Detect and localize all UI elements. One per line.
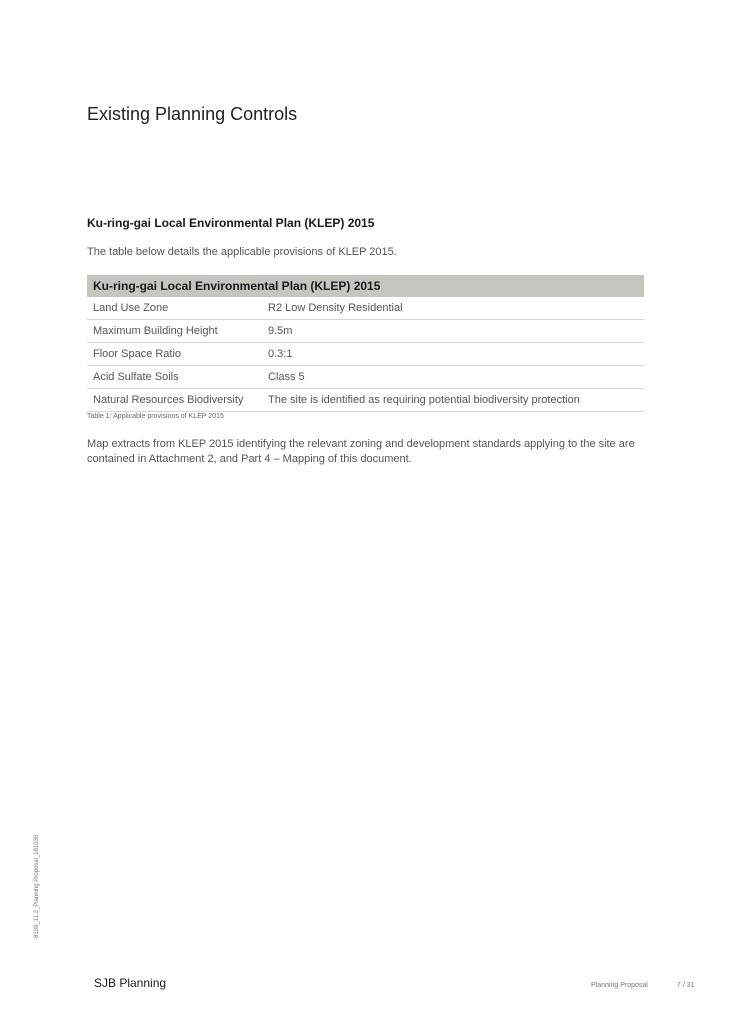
row-label: Land Use Zone [87,297,262,320]
table-row [87,297,644,320]
provisions-table [87,275,644,412]
table-row [87,320,644,343]
table-header: Ku-ring-gai Local Environmental Plan (KLEP) 2015 [87,275,644,297]
table-caption: Table 1: Applicable provisions of KLEP 2015 [87,413,224,420]
page-number: 7 / 31 [677,982,695,989]
brand-logo: SJB Planning [94,976,167,990]
document-reference: 8109_11.2_Planning Proposal_181030 [34,834,40,938]
footer-document-label: Planning Proposal [591,982,648,989]
row-value: Class 5 [262,366,644,389]
row-value: The site is identified as requiring potential biodiversity protection [262,389,644,412]
row-value: 0.3:1 [262,343,644,366]
intro-text: The table below details the applicable provisions of KLEP 2015. [87,246,397,258]
row-label: Floor Space Ratio [87,343,262,366]
table-row [87,389,644,412]
row-label: Natural Resources Biodiversity [87,389,262,412]
body-paragraph: Map extracts from KLEP 2015 identifying the relevant zoning and development standards applying to the site are contained in Attachment 2, and Part 4 – Mapping of this document. [87,438,635,465]
row-value: R2 Low Density Residential [262,297,644,320]
table-row [87,343,644,366]
row-label: Acid Sulfate Soils [87,366,262,389]
row-value: 9.5m [262,320,644,343]
table-header-row [87,275,644,297]
row-label: Maximum Building Height [87,320,262,343]
table-row [87,366,644,389]
page-title: Existing Planning Controls [87,104,298,124]
section-heading: Ku-ring-gai Local Environmental Plan (KLEP) 2015 [87,216,375,230]
